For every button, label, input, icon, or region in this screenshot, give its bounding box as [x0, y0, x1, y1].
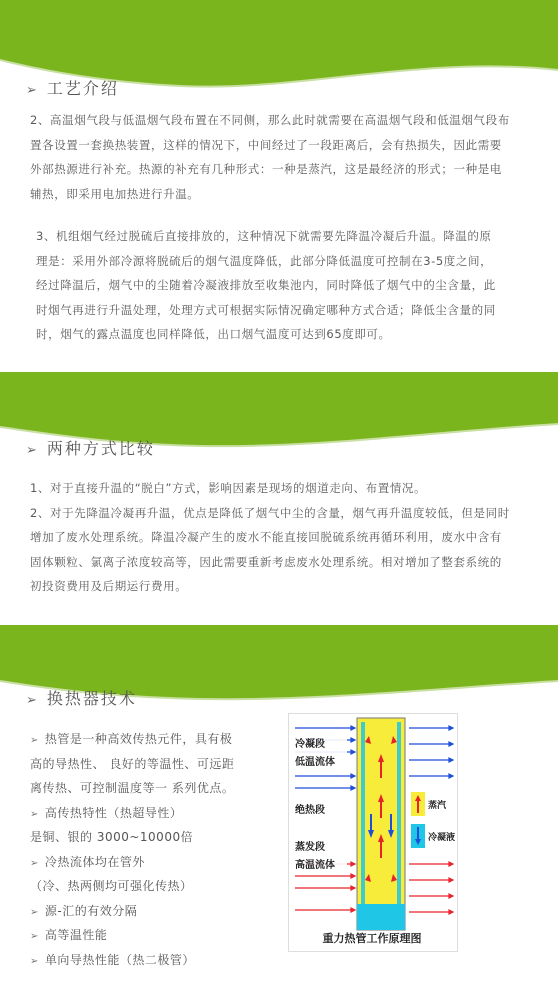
section-title: ➢ 两种方式比较 [26, 439, 155, 458]
legend-condensate-label: 冷凝液 [428, 832, 456, 842]
label-evaporating-section: 蒸发段 [295, 842, 325, 853]
liquid-film-right [397, 722, 401, 912]
label-adiabatic-section: 绝热段 [295, 805, 325, 816]
arrow-bullet-icon: ➢ [30, 735, 39, 746]
label-high-temp-fluid: 高温流体 [295, 860, 335, 871]
paragraph: 2、高温烟气段与低温烟气段布置在不同侧，那么此时就需要在高温烟气段和低温烟气段布 置各设置一套换热装置，这样的情况下，中间经过了一段距离后，会有热损失，因此需要 外部热源进行补充。热源的补充有几种形式：一种是蒸汽，这是最经济的形式；一种是电 辅热，即采用电加热进行升温。 [30, 113, 510, 201]
arrow-bullet-icon: ➢ [30, 906, 39, 918]
label-low-temp-fluid: 低温流体 [295, 757, 335, 768]
arrow-bullet-icon: ➢ [26, 83, 39, 98]
list-item: ➢ 冷热流体均在管外 [30, 854, 145, 869]
arrow-bullet-icon: ➢ [30, 808, 39, 820]
cold-fluid-arrows-right [409, 726, 453, 778]
bullet-list [30, 727, 270, 972]
legend-condensate [411, 824, 455, 848]
arrow-bullet-icon: ➢ [30, 857, 39, 869]
hot-fluid-arrows-right [409, 862, 453, 914]
arrow-bullet-icon: ➢ [26, 443, 39, 458]
list-item: （冷、热两侧均可强化传热） [30, 879, 193, 893]
list-item: ➢ 热管是一种高效传热元件，具有极 [30, 732, 233, 746]
list-item: 高的导热性、 良好的等温性、可远距 [30, 756, 235, 771]
list-item: 离传热、可控制温度等一 系列优点。 [30, 781, 235, 795]
list-item: ➢ 高等温性能 [30, 928, 108, 942]
figure-caption: 重力热管工作原理图 [322, 932, 422, 945]
list-item: 是铜、银的 3000~10000倍 [30, 830, 194, 844]
arrow-bullet-icon: ➢ [30, 955, 39, 967]
legend-steam-label: 蒸汽 [428, 800, 447, 810]
list-item: ➢ 单向导热性能（热二极管） [30, 952, 195, 967]
arrow-bullet-icon: ➢ [26, 693, 39, 708]
heat-pipe-diagram [288, 713, 458, 952]
list-item: ➢ 源-汇的有效分隔 [30, 903, 138, 918]
label-condensing-section: 冷凝段 [295, 739, 325, 750]
arrow-bullet-icon: ➢ [30, 931, 39, 942]
liquid-film-left [361, 722, 365, 912]
section-title: ➢ 工艺介绍 [26, 79, 119, 98]
list-item: ➢ 高传热特性（热超导性） [30, 805, 183, 820]
legend-steam [411, 792, 447, 816]
heat-pipe-svg [289, 714, 457, 951]
paragraph: 3、机组烟气经过脱硫后直接排放的，这种情况下就需要先降温冷凝后升温。降温的原 理是：采用外部冷源将脱硫后的烟气温度降低，此部分降低温度可控制在3-5度之间， 经过降温后，烟气中的尘随着冷凝液排放至收集池内，同时降低了烟气中的尘含量，此 时烟气再进行升温处理，处理方式可根据实际情况确定哪种方式合适；降低尘含量的同 时，烟气的露点温度也同样降低，出口烟气温度可达到65度即可。 [36, 229, 496, 341]
section-title: ➢ 换热器技术 [26, 689, 137, 708]
paragraph: 1、对于直接升温的“脱白”方式，影响因素是现场的烟道走向、布置情况。 2、对于先降温冷凝再升温，优点是降低了烟气中尘的含量，烟气再升温度较低，但是同时 增加了废水处理系统。降温冷凝产生的废水不能直接回脱硫系统再循环利用，废水中含有 固体颗粒、氯离子浓度较高等，因此需要重新考虑废水处理系统。相对增加了整套系统的 初投资费用及后期运行费用。 [30, 481, 510, 593]
